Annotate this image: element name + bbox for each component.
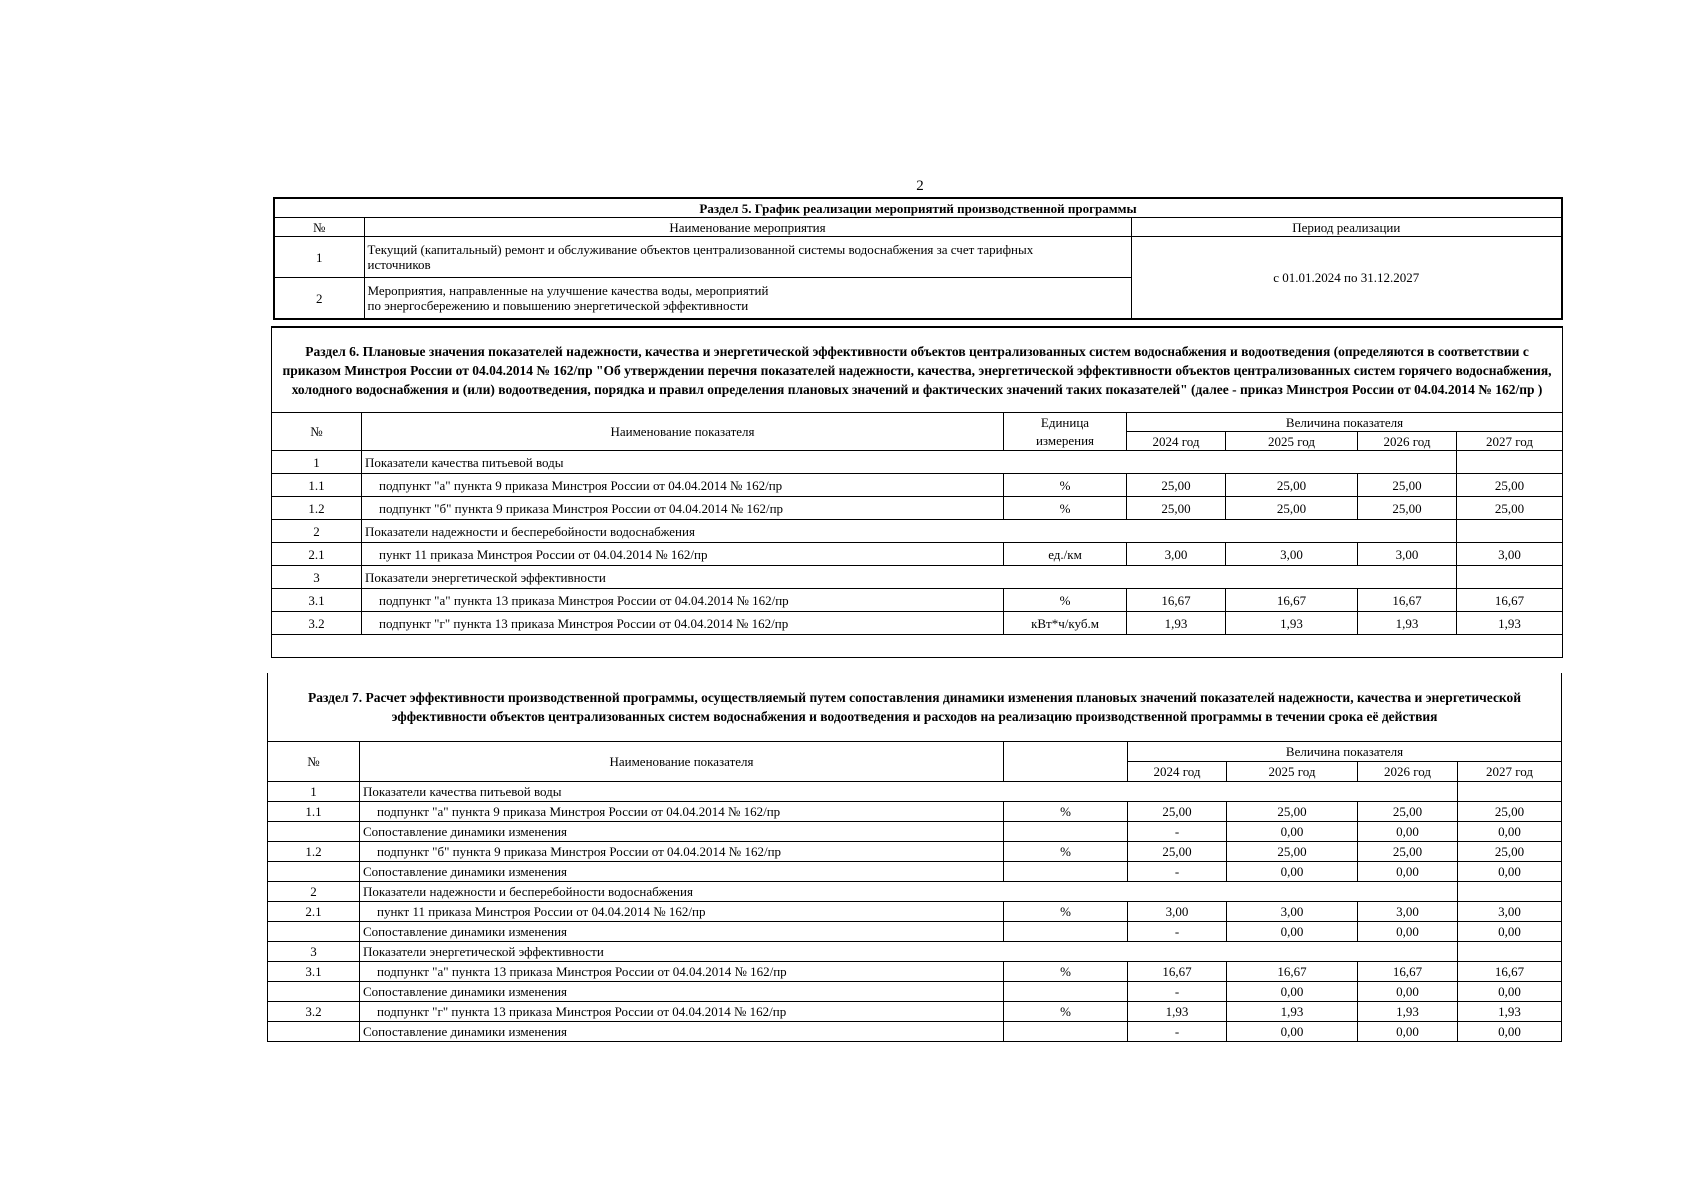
indicator-name: подпункт "а" пункта 9 приказа Минстроя России от 04.04.2014 № 162/пр [362,474,1004,497]
value-cell: 1,93 [1358,612,1457,635]
compare-label: Сопоставление динамики изменения [360,822,1004,842]
value-cell: 25,00 [1458,802,1562,822]
section5-col-no: № [274,218,364,237]
row-no: 1.2 [268,842,360,862]
value-cell: 1,93 [1226,612,1358,635]
empty-cell [268,982,360,1002]
row-no: 1 [272,451,362,474]
compare-label: Сопоставление динамики изменения [360,862,1004,882]
unit-cell: % [1004,962,1128,982]
year-header: 2024 год [1127,432,1226,451]
row-no: 1.1 [268,802,360,822]
year-header: 2025 год [1226,432,1358,451]
compare-row [268,822,1562,842]
value-cell: 3,00 [1128,902,1227,922]
section7-col-unit [1004,742,1128,782]
value-cell: 3,00 [1226,543,1358,566]
unit-cell: кВт*ч/куб.м [1004,612,1127,635]
indicator-name: подпункт "а" пункта 13 приказа Минстроя России от 04.04.2014 № 162/пр [360,962,1004,982]
value-cell: 3,00 [1457,543,1563,566]
table-row [272,543,1563,566]
indicator-name: подпункт "г" пункта 13 приказа Минстроя России от 04.04.2014 № 162/пр [362,612,1004,635]
section5-title: Раздел 5. График реализации мероприятий производственной программы [274,198,1562,218]
table-row [272,497,1563,520]
compare-label: Сопоставление динамики изменения [360,1022,1004,1042]
row-name: Текущий (капитальный) ремонт и обслуживание объектов централизованной системы водоснабжения за счет тарифных источников [364,237,1131,278]
indicator-name: подпункт "б" пункта 9 приказа Минстроя России от 04.04.2014 № 162/пр [362,497,1004,520]
group-row [272,451,1563,474]
indicator-name: пункт 11 приказа Минстроя России от 04.04.2014 № 162/пр [360,902,1004,922]
unit-cell: % [1004,1002,1128,1022]
compare-cell: - [1128,922,1227,942]
value-cell: 16,67 [1458,962,1562,982]
compare-row [268,1022,1562,1042]
value-cell: 3,00 [1458,902,1562,922]
empty-cell [268,922,360,942]
value-cell: 1,93 [1458,1002,1562,1022]
indicator-name: подпункт "б" пункта 9 приказа Минстроя России от 04.04.2014 № 162/пр [360,842,1004,862]
empty-cell [1004,822,1128,842]
compare-row [268,982,1562,1002]
empty-cell [1458,782,1562,802]
empty-cell [1457,520,1563,543]
compare-cell: 0,00 [1227,822,1358,842]
unit-cell: % [1004,474,1127,497]
group-name: Показатели энергетической эффективности [360,942,1458,962]
section5-col-period: Период реализации [1131,218,1562,237]
compare-cell: 0,00 [1227,982,1358,1002]
value-cell: 25,00 [1128,842,1227,862]
section7-col-value: Величина показателя [1128,742,1562,762]
year-header: 2027 год [1458,762,1562,782]
unit-cell: % [1004,802,1128,822]
row-no: 2 [268,882,360,902]
value-cell: 3,00 [1127,543,1226,566]
compare-cell: 0,00 [1227,1022,1358,1042]
value-cell: 25,00 [1358,474,1457,497]
value-cell: 25,00 [1457,474,1563,497]
value-cell: 25,00 [1226,497,1358,520]
value-cell: 16,67 [1127,589,1226,612]
table-row [268,842,1562,862]
value-cell: 16,67 [1457,589,1563,612]
compare-cell: 0,00 [1458,862,1562,882]
row-no: 1 [268,782,360,802]
value-cell: 3,00 [1358,543,1457,566]
value-cell: 1,93 [1457,612,1563,635]
value-cell: 16,67 [1128,962,1227,982]
group-name: Показатели надежности и бесперебойности водоснабжения [360,882,1458,902]
compare-label: Сопоставление динамики изменения [360,982,1004,1002]
section7-col-no: № [268,742,360,782]
row-no: 3 [268,942,360,962]
empty-cell [1004,922,1128,942]
compare-cell: 0,00 [1358,862,1458,882]
value-cell: 1,93 [1358,1002,1458,1022]
compare-cell: 0,00 [1458,922,1562,942]
row-no: 2.1 [268,902,360,922]
row-no: 2 [274,278,364,320]
compare-cell: 0,00 [1358,822,1458,842]
compare-cell: 0,00 [1458,822,1562,842]
compare-label: Сопоставление динамики изменения [360,922,1004,942]
empty-cell [1457,566,1563,589]
table-row [272,589,1563,612]
row-no: 2 [272,520,362,543]
group-row [268,882,1562,902]
value-cell: 25,00 [1458,842,1562,862]
row-no: 3.2 [272,612,362,635]
compare-row [268,922,1562,942]
value-cell: 16,67 [1358,589,1457,612]
section5-row [274,237,1562,278]
section6-col-unit: Единица [1004,413,1127,432]
group-name: Показатели надежности и бесперебойности водоснабжения [362,520,1457,543]
section5-period: с 01.01.2024 по 31.12.2027 [1131,237,1562,320]
section5-col-name: Наименование мероприятия [364,218,1131,237]
compare-cell: - [1128,822,1227,842]
compare-cell: 0,00 [1358,922,1458,942]
compare-cell: 0,00 [1358,982,1458,1002]
empty-cell [268,822,360,842]
group-name: Показатели качества питьевой воды [362,451,1457,474]
table-row [272,612,1563,635]
row-name: Мероприятия, направленные на улучшение качества воды, мероприятий по энергосбережению и повышению энергетической эффективности [364,278,1131,320]
section6-col-no: № [272,413,362,451]
group-row [272,520,1563,543]
value-cell: 3,00 [1358,902,1458,922]
indicator-name: подпункт "а" пункта 9 приказа Минстроя России от 04.04.2014 № 162/пр [360,802,1004,822]
spacer-row [272,635,1563,658]
value-cell: 25,00 [1227,802,1358,822]
value-cell: 3,00 [1227,902,1358,922]
row-no: 3.2 [268,1002,360,1022]
table-row [268,1002,1562,1022]
empty-cell [1458,942,1562,962]
compare-cell: 0,00 [1458,1022,1562,1042]
value-cell: 1,93 [1127,612,1226,635]
row-no: 1 [274,237,364,278]
compare-cell: - [1128,982,1227,1002]
row-no: 2.1 [272,543,362,566]
value-cell: 1,93 [1128,1002,1227,1022]
unit-cell: ед./км [1004,543,1127,566]
section7-table [267,673,1562,1042]
page-number: 2 [916,178,924,194]
section7-col-name: Наименование показателя [360,742,1004,782]
value-cell: 25,00 [1358,842,1458,862]
unit-cell: % [1004,497,1127,520]
group-row [268,942,1562,962]
value-cell: 25,00 [1127,497,1226,520]
group-name: Показатели качества питьевой воды [360,782,1458,802]
unit-cell: % [1004,589,1127,612]
compare-cell: - [1128,1022,1227,1042]
value-cell: 25,00 [1226,474,1358,497]
section5-table [273,197,1563,320]
compare-cell: 0,00 [1458,982,1562,1002]
indicator-name: подпункт "г" пункта 13 приказа Минстроя России от 04.04.2014 № 162/пр [360,1002,1004,1022]
empty-cell [1004,1022,1128,1042]
section6-col-unit-2: измерения [1004,432,1127,451]
unit-cell: % [1004,842,1128,862]
row-no: 1.1 [272,474,362,497]
empty-cell [268,862,360,882]
value-cell: 16,67 [1226,589,1358,612]
group-name: Показатели энергетической эффективности [362,566,1457,589]
section6-table [271,326,1563,658]
value-cell: 25,00 [1358,802,1458,822]
row-no: 3.1 [272,589,362,612]
year-header: 2026 год [1358,762,1458,782]
value-cell: 25,00 [1127,474,1226,497]
group-row [272,566,1563,589]
table-row [268,902,1562,922]
compare-cell: - [1128,862,1227,882]
empty-cell [1458,882,1562,902]
table-row [268,802,1562,822]
value-cell: 1,93 [1227,1002,1358,1022]
year-header: 2027 год [1457,432,1563,451]
compare-cell: 0,00 [1227,862,1358,882]
empty-cell [268,1022,360,1042]
row-no: 3 [272,566,362,589]
section6-col-value: Величина показателя [1127,413,1563,432]
value-cell: 25,00 [1227,842,1358,862]
compare-row [268,862,1562,882]
year-header: 2025 год [1227,762,1358,782]
empty-cell [1004,982,1128,1002]
indicator-name: пункт 11 приказа Минстроя России от 04.04.2014 № 162/пр [362,543,1004,566]
table-row [272,474,1563,497]
row-no: 1.2 [272,497,362,520]
indicator-name: подпункт "а" пункта 13 приказа Минстроя России от 04.04.2014 № 162/пр [362,589,1004,612]
value-cell: 25,00 [1457,497,1563,520]
value-cell: 16,67 [1358,962,1458,982]
value-cell: 25,00 [1128,802,1227,822]
row-no: 3.1 [268,962,360,982]
section6-col-name: Наименование показателя [362,413,1004,451]
section7-title: Раздел 7. Расчет эффективности производственной программы, осуществляемый путем сопоставления динамики изменения плановых значений показателей надежности, качества и энергетической эффективности объектов централизованных систем водоснабжения и водоотведения и расходов на реализацию производственной программы в течении срока её действия [268,673,1562,742]
value-cell: 16,67 [1227,962,1358,982]
empty-cell [1457,451,1563,474]
value-cell: 25,00 [1358,497,1457,520]
empty-cell [1004,862,1128,882]
year-header: 2026 год [1358,432,1457,451]
section6-title: Раздел 6. Плановые значения показателей надежности, качества и энергетической эффективности объектов централизованных систем водоснабжения и водоотведения (определяются в соответствии с приказом Минстроя России от 04.04.2014 № 162/пр "Об утверждении перечня показателей надежности, качества, энергетической эффективности объектов централизованных систем горячего водоснабжения, холодного водоснабжения и (или) водоотведения, порядка и правил определения плановых значений и фактических значений таких показателей" (далее - приказ Минстроя России от 04.04.2014 № 162/пр ) [272,327,1563,413]
compare-cell: 0,00 [1227,922,1358,942]
year-header: 2024 год [1128,762,1227,782]
compare-cell: 0,00 [1358,1022,1458,1042]
unit-cell: % [1004,902,1128,922]
table-row [268,962,1562,982]
group-row [268,782,1562,802]
